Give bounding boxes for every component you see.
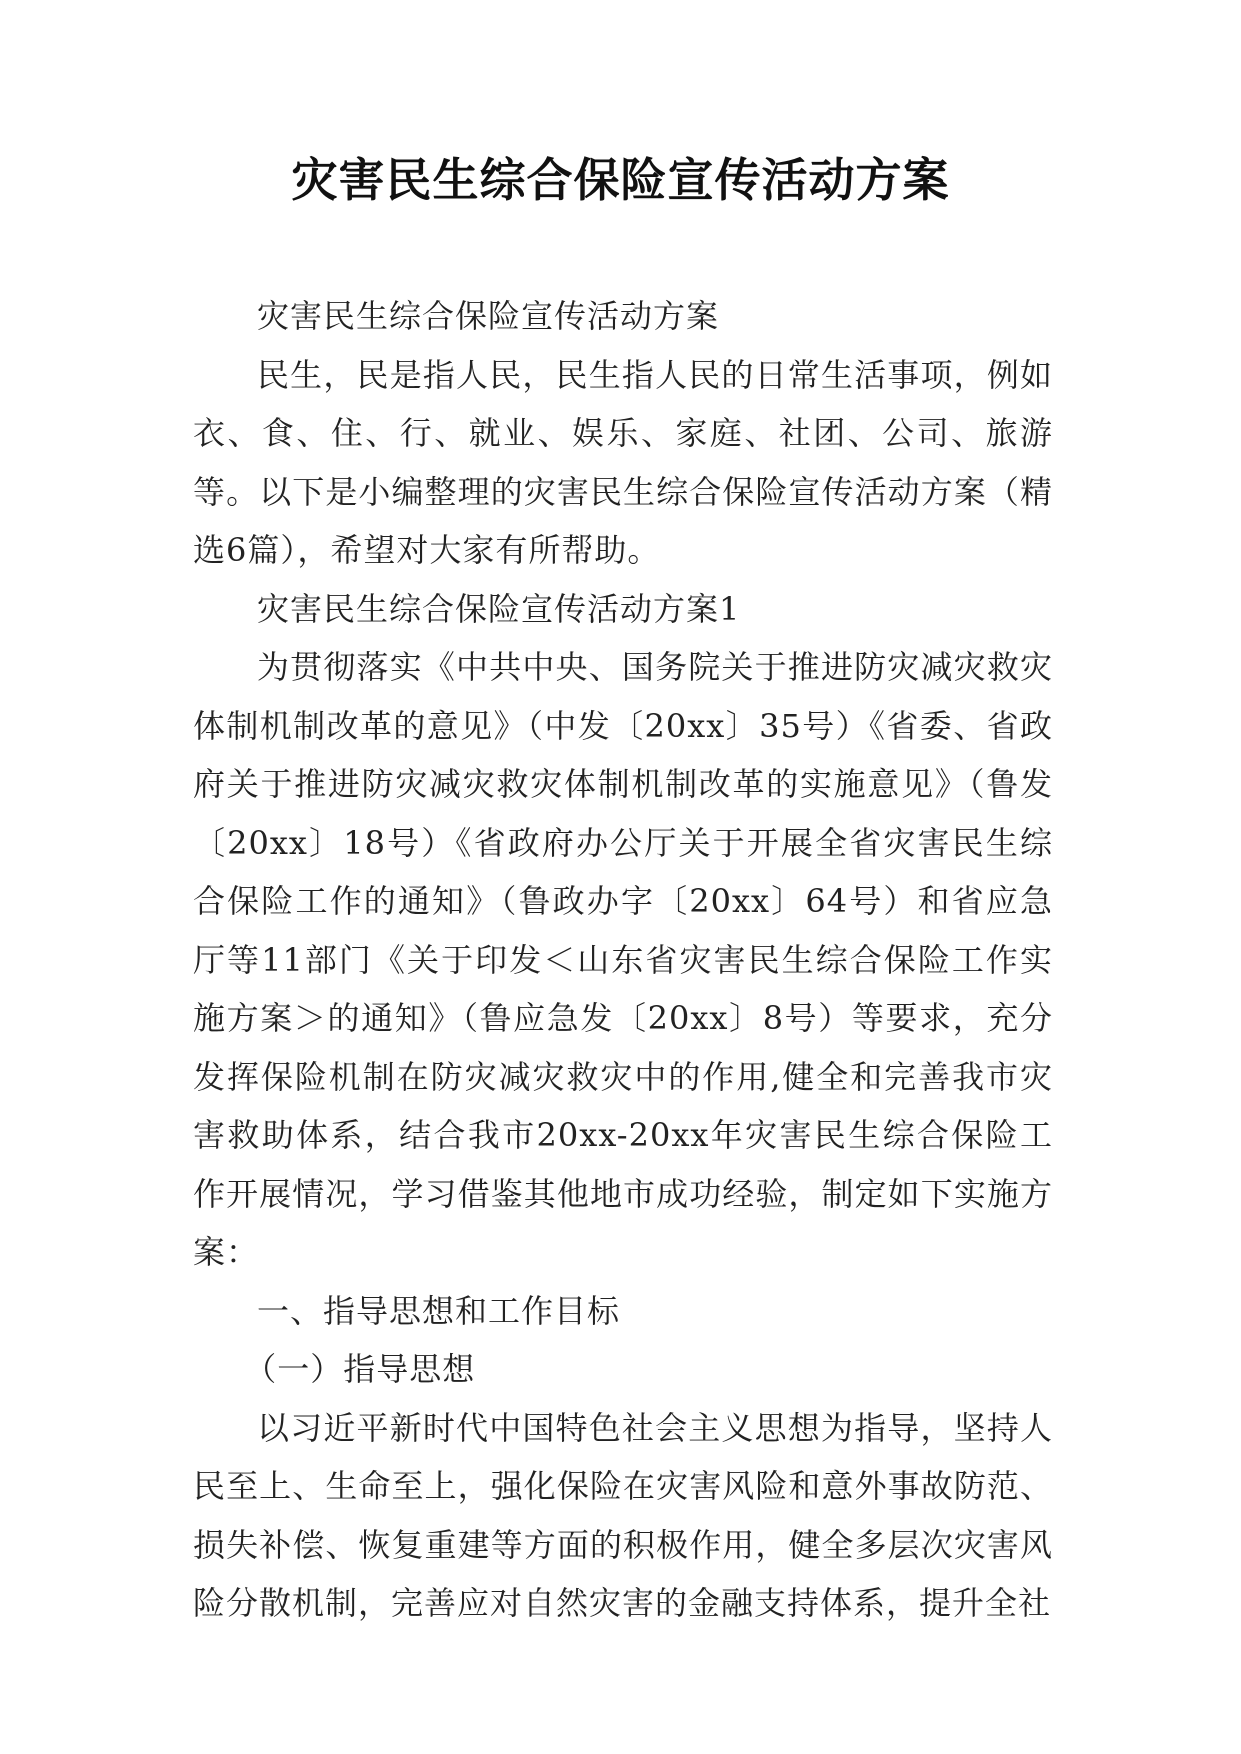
paragraph-guiding-thought: 以习近平新时代中国特色社会主义思想为指导，坚持人民至上、生命至上，强化保险在灾害风险和意外事故防范、损失补偿、恢复重建等方面的积极作用，健全多层次灾害风险分散机制，完善应对自然灾害的金融支持体系，提升全社	[193, 1408, 1053, 1622]
paragraph-section-one: 一、指导思想和工作目标	[257, 1291, 621, 1330]
paragraph-purpose: 为贯彻落实《中共中央、国务院关于推进防灾减灾救灾体制机制改革的意见》（中发〔20xx〕35号）《省委、省政府关于推进防灾减灾救灾体制机制改革的实施意见》（鲁发〔20xx〕18号）《省政府办公厅关于开展全省灾害民生综合保险工作的通知》（鲁政办字〔20xx〕64号）和省应急厅等11部门《关于印发＜山东省灾害民生综合保险工作实施方案＞的通知》（鲁应急发〔20xx〕8号）等要求，充分发挥保险机制在防灾减灾救灾中的作用,健全和完善我市灾害救助体系，结合我市20xx-20xx年灾害民生综合保险工作开展情况，学习借鉴其他地市成功经验，制定如下实施方案：	[193, 648, 1053, 1271]
paragraph-intro: 民生，民是指人民，民生指人民的日常生活事项，例如衣、食、住、行、就业、娱乐、家庭、社团、公司、旅游等。以下是小编整理的灾害民生综合保险宣传活动方案（精选6篇），希望对大家有所帮助。	[193, 355, 1053, 569]
paragraph-subsection-one: （一）指导思想	[244, 1350, 476, 1388]
document-title: 灾害民生综合保险宣传活动方案	[291, 153, 950, 207]
paragraph-heading: 灾害民生综合保险宣传活动方案	[257, 297, 720, 335]
paragraph-section-title: 灾害民生综合保险宣传活动方案1	[257, 589, 741, 628]
document-body	[193, 287, 1053, 1633]
